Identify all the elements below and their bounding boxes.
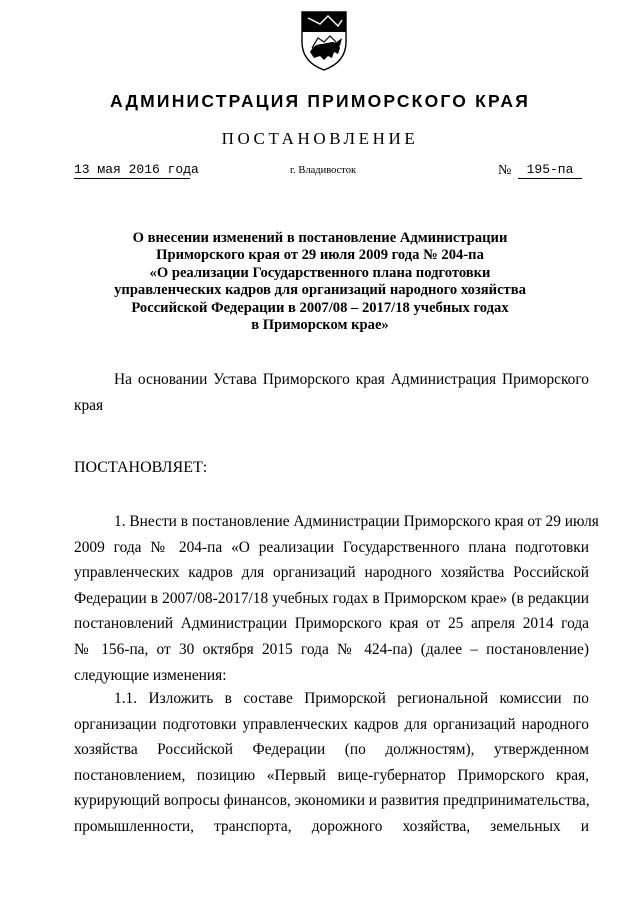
title-line: в Приморском крае»: [251, 317, 389, 334]
document-date: 13 мая 2016 года: [74, 162, 199, 177]
paragraph-line: организации подготовки управленческих кадров для организаций народного: [74, 715, 589, 733]
document-number-label: №: [498, 163, 512, 178]
decree-word: [74, 455, 589, 481]
authority-name: АДМИНИСТРАЦИЯ ПРИМОРСКОГО КРАЯ: [110, 91, 530, 111]
title-line: Российской Федерации в 2007/08 – 2017/18 учебных годах: [131, 299, 509, 316]
paragraph-line: следующие изменения:: [74, 666, 227, 684]
paragraph-line: Федерации в 2007/08-2017/18 учебных годах в Приморском крае» (в редакции: [74, 589, 589, 607]
document-city: г. Владивосток: [290, 165, 357, 176]
basis-paragraph: [74, 367, 589, 418]
item-1-paragraph: [74, 509, 599, 688]
paragraph-line: края: [74, 396, 104, 414]
coat-of-arms-icon: [298, 8, 350, 72]
paragraph-line: управленческих кадров для организаций народного хозяйства Российской: [74, 564, 589, 582]
document-title: [100, 230, 540, 334]
paragraph-line: 1.1. Изложить в составе Приморской региональной комиссии по: [114, 690, 589, 707]
paragraph-line: 2009 года № 204-па «О реализации Государственного плана подготовки: [74, 538, 589, 556]
paragraph-line: хозяйства Российской Федерации (по должностям), утвержденном: [74, 741, 589, 759]
item-1-1-paragraph: [74, 686, 589, 840]
paragraph-line: постановлением, позицию «Первый вице-губернатор Приморского края,: [74, 766, 589, 784]
title-line: управленческих кадров для организаций народного хозяйства: [114, 282, 526, 299]
document-type: ПОСТАНОВЛЕНИЕ: [221, 129, 419, 148]
document-number: 195-па: [518, 162, 582, 179]
paragraph-line: курирующий вопросы финансов, экономики и развития предпринимательства,: [74, 792, 590, 810]
paragraph-line: постановлений Администрации Приморского края от 25 апреля 2014 года: [74, 615, 589, 633]
title-line: Приморского края от 29 июля 2009 года № 204-па: [156, 247, 484, 264]
title-line: О внесении изменений в постановление Администрации: [132, 230, 508, 246]
paragraph-line: № 156-па, от 30 октября 2015 года № 424-па) (далее – постановление): [74, 640, 589, 658]
title-line: «О реализации Государственного плана подготовки: [149, 264, 491, 281]
paragraph-line: промышленности, транспорта, дорожного хозяйства, земельных и: [74, 817, 589, 835]
paragraph-line: На основании Устава Приморского края Администрация Приморского: [114, 371, 589, 388]
paragraph-line: 1. Внести в постановление Администрации Приморского края от 29 июля: [114, 513, 599, 530]
paragraph-line: ПОСТАНОВЛЯЕТ:: [74, 459, 208, 476]
